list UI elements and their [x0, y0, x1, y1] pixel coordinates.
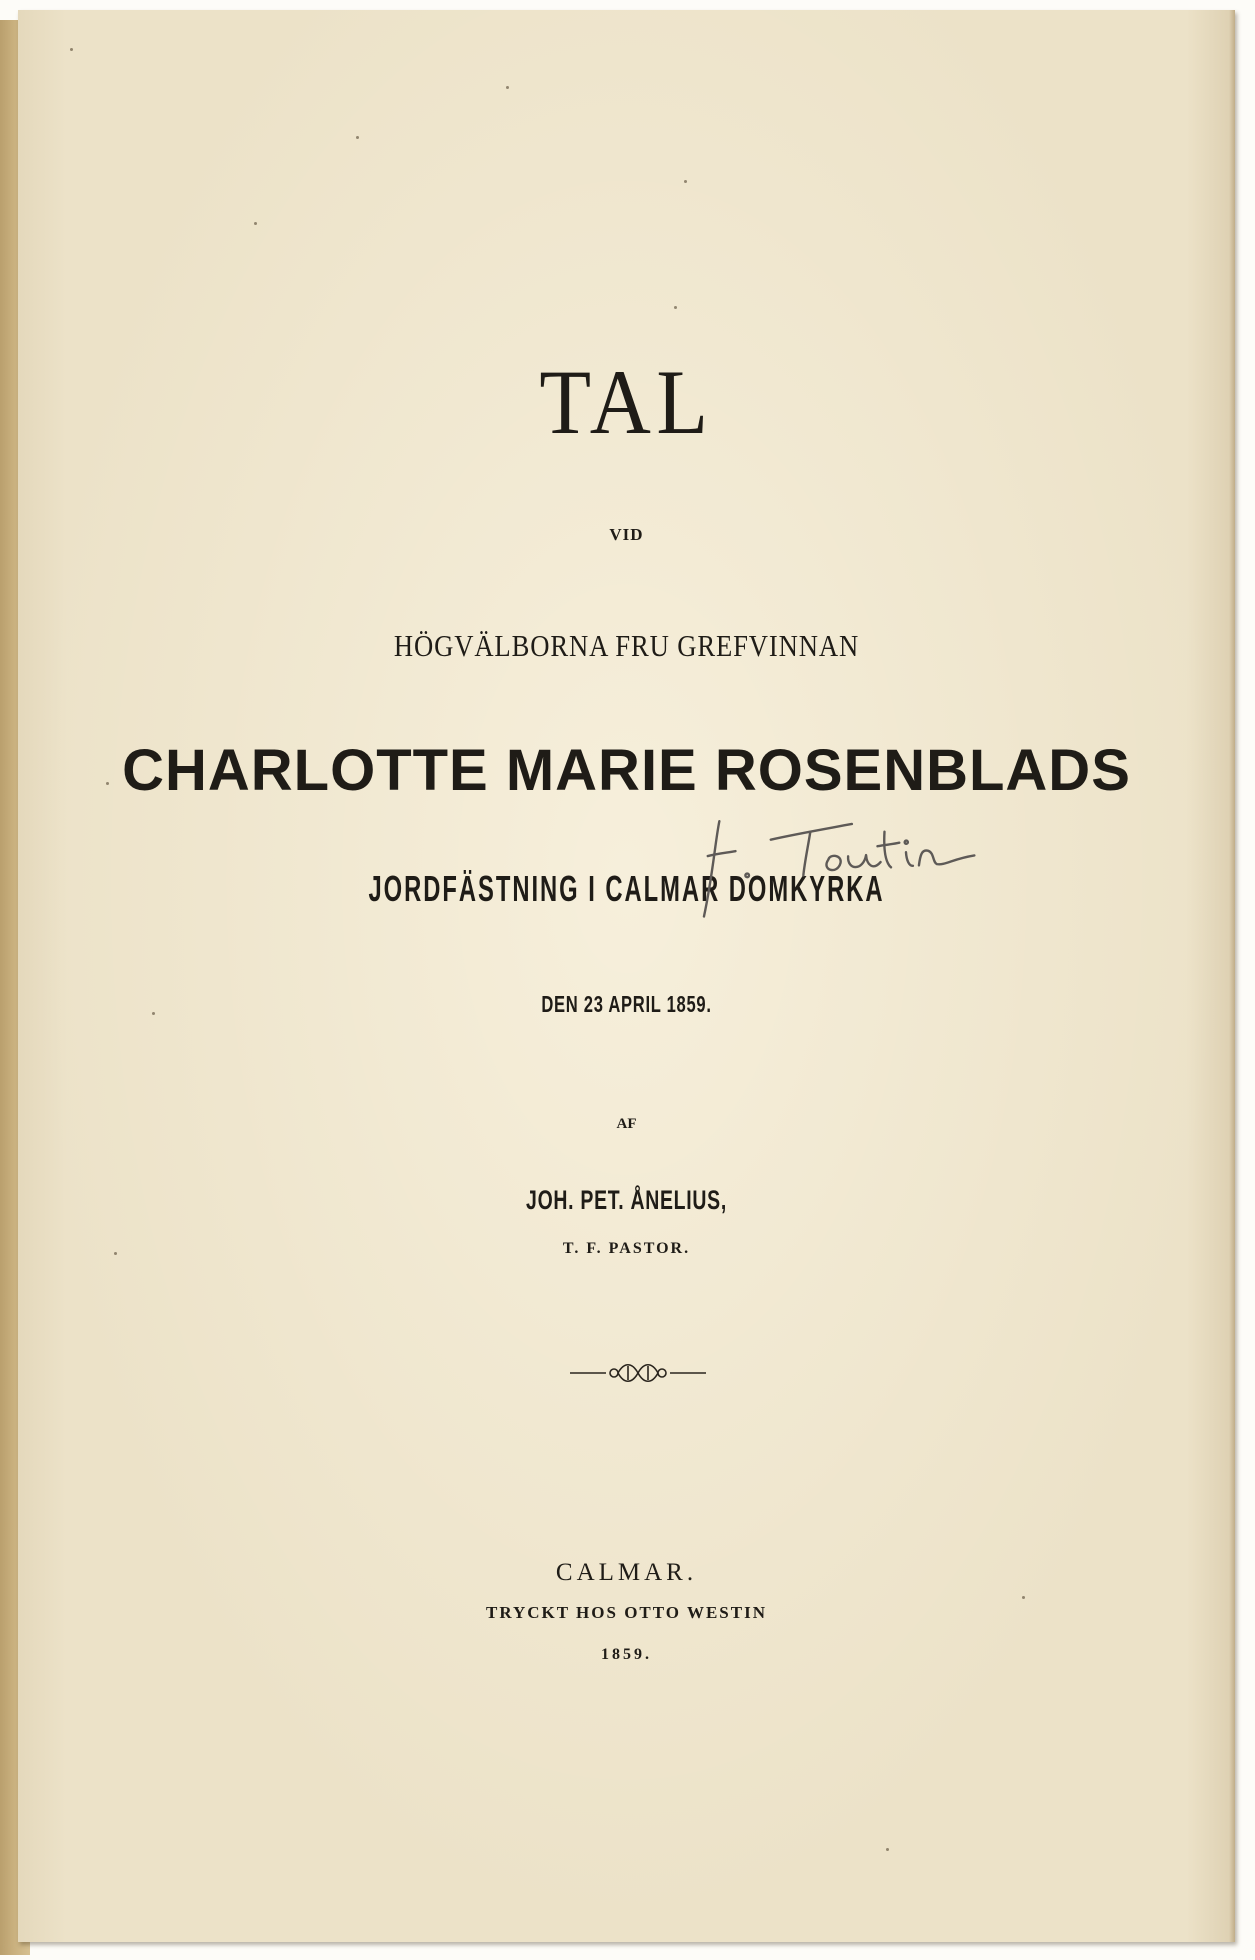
- paper-speck: [684, 180, 687, 183]
- paper-speck: [1022, 1596, 1025, 1599]
- ornament-divider: [568, 1358, 708, 1388]
- author-name: JOH. PET. ÅNELIUS,: [526, 1185, 727, 1215]
- page-title: TAL: [539, 351, 714, 453]
- preposition-text: VID: [609, 525, 644, 544]
- date-line: DEN 23 APRIL 1859.: [541, 991, 712, 1017]
- paper-speck: [114, 1252, 117, 1255]
- deceased-name: CHARLOTTE MARIE ROSENBLADS: [122, 738, 1131, 803]
- honorific-line: HÖGVÄLBORNA FRU GREFVINNAN: [393, 628, 860, 663]
- paper-speck: [886, 1848, 889, 1851]
- imprint-year: 1859.: [601, 1646, 652, 1663]
- handwritten-pencil-note: [684, 785, 992, 926]
- paper-speck: [506, 86, 509, 89]
- paper-speck: [70, 48, 73, 51]
- paper-speck: [254, 222, 257, 225]
- imprint-printer: TRYCKT HOS OTTO WESTIN: [485, 1603, 767, 1622]
- paper-speck: [674, 306, 677, 309]
- title-page: [18, 10, 1235, 1942]
- paper-speck: [152, 1012, 155, 1015]
- imprint-place: CALMAR.: [555, 1559, 698, 1586]
- author-title: T. F. PASTOR.: [562, 1240, 691, 1257]
- paper-speck: [106, 782, 109, 785]
- event-line: JORDFÄSTNING I CALMAR DOMKYRKA: [368, 868, 885, 909]
- by-line: AF: [616, 1116, 637, 1132]
- paper-speck: [356, 136, 359, 139]
